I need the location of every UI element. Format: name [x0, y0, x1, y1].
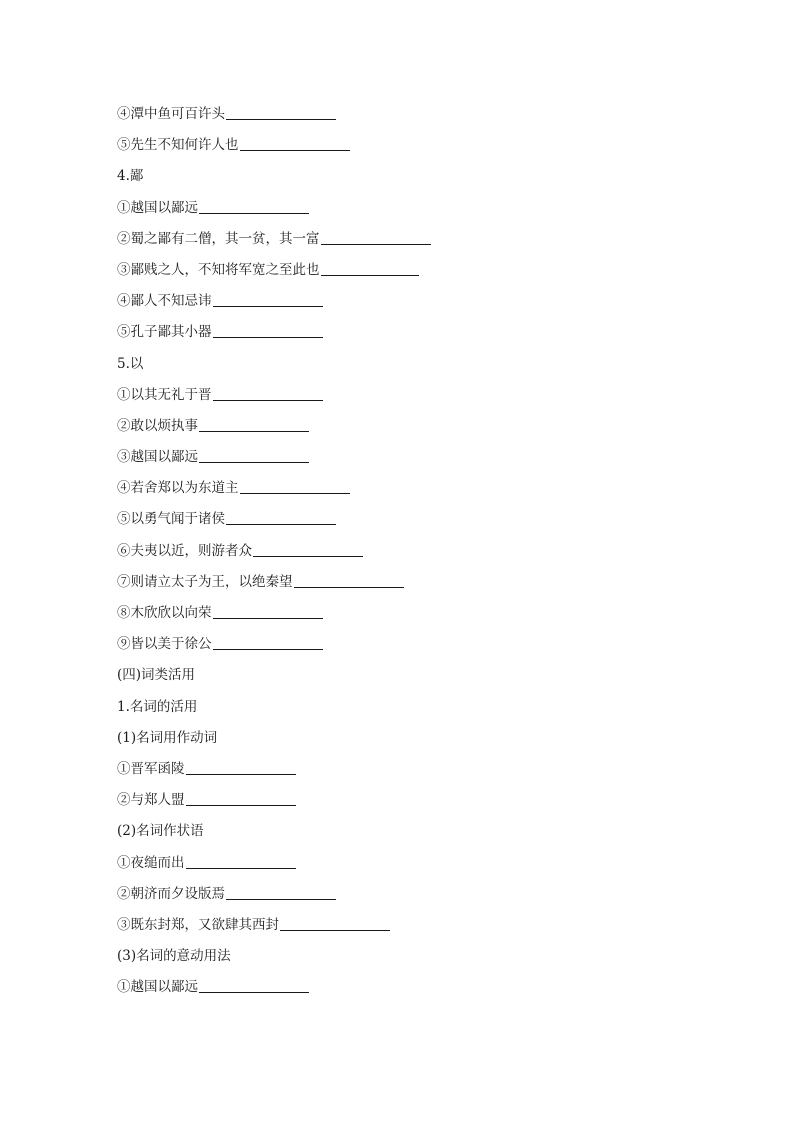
- answer-blank[interactable]: [213, 632, 323, 650]
- exercise-item: [117, 445, 757, 476]
- section-heading: [117, 695, 757, 726]
- item-text: ①越国以鄙远: [117, 199, 198, 216]
- answer-blank[interactable]: [226, 882, 336, 900]
- answer-blank[interactable]: [253, 539, 363, 557]
- answer-blank[interactable]: [280, 913, 390, 931]
- item-text: ①晋军函陵: [117, 760, 185, 777]
- item-text: ③越国以鄙远: [117, 449, 198, 466]
- item-text: ⑤先生不知何许人也: [117, 137, 239, 154]
- item-text: ⑨皆以美于徐公: [117, 636, 212, 653]
- answer-blank[interactable]: [213, 601, 323, 619]
- answer-blank[interactable]: [199, 445, 309, 463]
- item-text: ⑤以勇气闻于诸侯: [117, 511, 225, 528]
- exercise-item: [117, 757, 757, 788]
- exercise-item: [117, 882, 757, 913]
- item-text: ④鄙人不知忌讳: [117, 293, 212, 310]
- answer-blank[interactable]: [321, 258, 419, 276]
- answer-blank[interactable]: [240, 476, 350, 494]
- heading-text: (四)词类活用: [117, 667, 196, 684]
- item-text: ①以其无礼于晋: [117, 386, 212, 403]
- section-heading: [117, 352, 757, 383]
- exercise-item: [117, 133, 757, 164]
- item-text: ④若舍郑以为东道主: [117, 480, 239, 497]
- heading-text: (1)名词用作动词: [117, 729, 218, 746]
- item-text: ⑥夫夷以近，则游者众: [117, 542, 252, 559]
- answer-blank[interactable]: [213, 383, 323, 401]
- answer-blank[interactable]: [240, 133, 350, 151]
- exercise-item: [117, 414, 757, 445]
- item-text: ②蜀之鄙有二僧，其一贫，其一富: [117, 230, 320, 247]
- section-heading: [117, 726, 757, 757]
- exercise-item: [117, 289, 757, 320]
- exercise-item: [117, 476, 757, 507]
- item-text: ②敢以烦执事: [117, 417, 198, 434]
- heading-text: (3)名词的意动用法: [117, 948, 231, 965]
- section-heading: [117, 164, 757, 195]
- answer-blank[interactable]: [321, 227, 431, 245]
- answer-blank[interactable]: [213, 289, 323, 307]
- item-text: ②朝济而夕设版焉: [117, 885, 225, 902]
- item-text: ⑦则请立太子为王，以绝秦望: [117, 573, 293, 590]
- exercise-item: [117, 258, 757, 289]
- exercise-item: [117, 102, 757, 133]
- answer-blank[interactable]: [186, 851, 296, 869]
- answer-blank[interactable]: [294, 570, 404, 588]
- exercise-item: [117, 196, 757, 227]
- answer-blank[interactable]: [199, 975, 309, 993]
- exercise-item: [117, 539, 757, 570]
- section-heading: [117, 944, 757, 975]
- answer-blank[interactable]: [226, 507, 336, 525]
- answer-blank[interactable]: [186, 757, 296, 775]
- section-heading: [117, 663, 757, 694]
- exercise-item: [117, 383, 757, 414]
- exercise-item: [117, 851, 757, 882]
- answer-blank[interactable]: [213, 320, 323, 338]
- exercise-item: [117, 227, 757, 258]
- item-text: ④潭中鱼可百许头: [117, 106, 225, 122]
- item-text: ③既东封郑，又欲肆其西封: [117, 916, 279, 933]
- item-text: ⑧木欣欣以向荣: [117, 605, 212, 621]
- exercise-item: [117, 788, 757, 819]
- heading-text: 4.鄙: [117, 168, 144, 185]
- section-heading: [117, 819, 757, 850]
- answer-blank[interactable]: [199, 414, 309, 432]
- exercise-lines: [117, 102, 757, 1006]
- answer-blank[interactable]: [226, 102, 336, 120]
- item-text: ③鄙贱之人，不知将军宽之至此也: [117, 261, 320, 278]
- exercise-item: [117, 320, 757, 351]
- answer-blank[interactable]: [186, 788, 296, 806]
- item-text: ②与郑人盟: [117, 792, 185, 809]
- heading-text: 5.以: [117, 355, 144, 372]
- exercise-item: [117, 601, 757, 632]
- exercise-item: [117, 507, 757, 538]
- exercise-item: [117, 975, 757, 1006]
- heading-text: (2)名词作状语: [117, 823, 204, 840]
- exercise-item: [117, 632, 757, 663]
- item-text: ①夜缒而出: [117, 854, 185, 871]
- exercise-item: [117, 570, 757, 601]
- heading-text: 1.名词的活用: [117, 698, 198, 715]
- answer-blank[interactable]: [199, 196, 309, 214]
- item-text: ⑤孔子鄙其小器: [117, 324, 212, 341]
- exercise-item: [117, 913, 757, 944]
- item-text: ①越国以鄙远: [117, 979, 198, 996]
